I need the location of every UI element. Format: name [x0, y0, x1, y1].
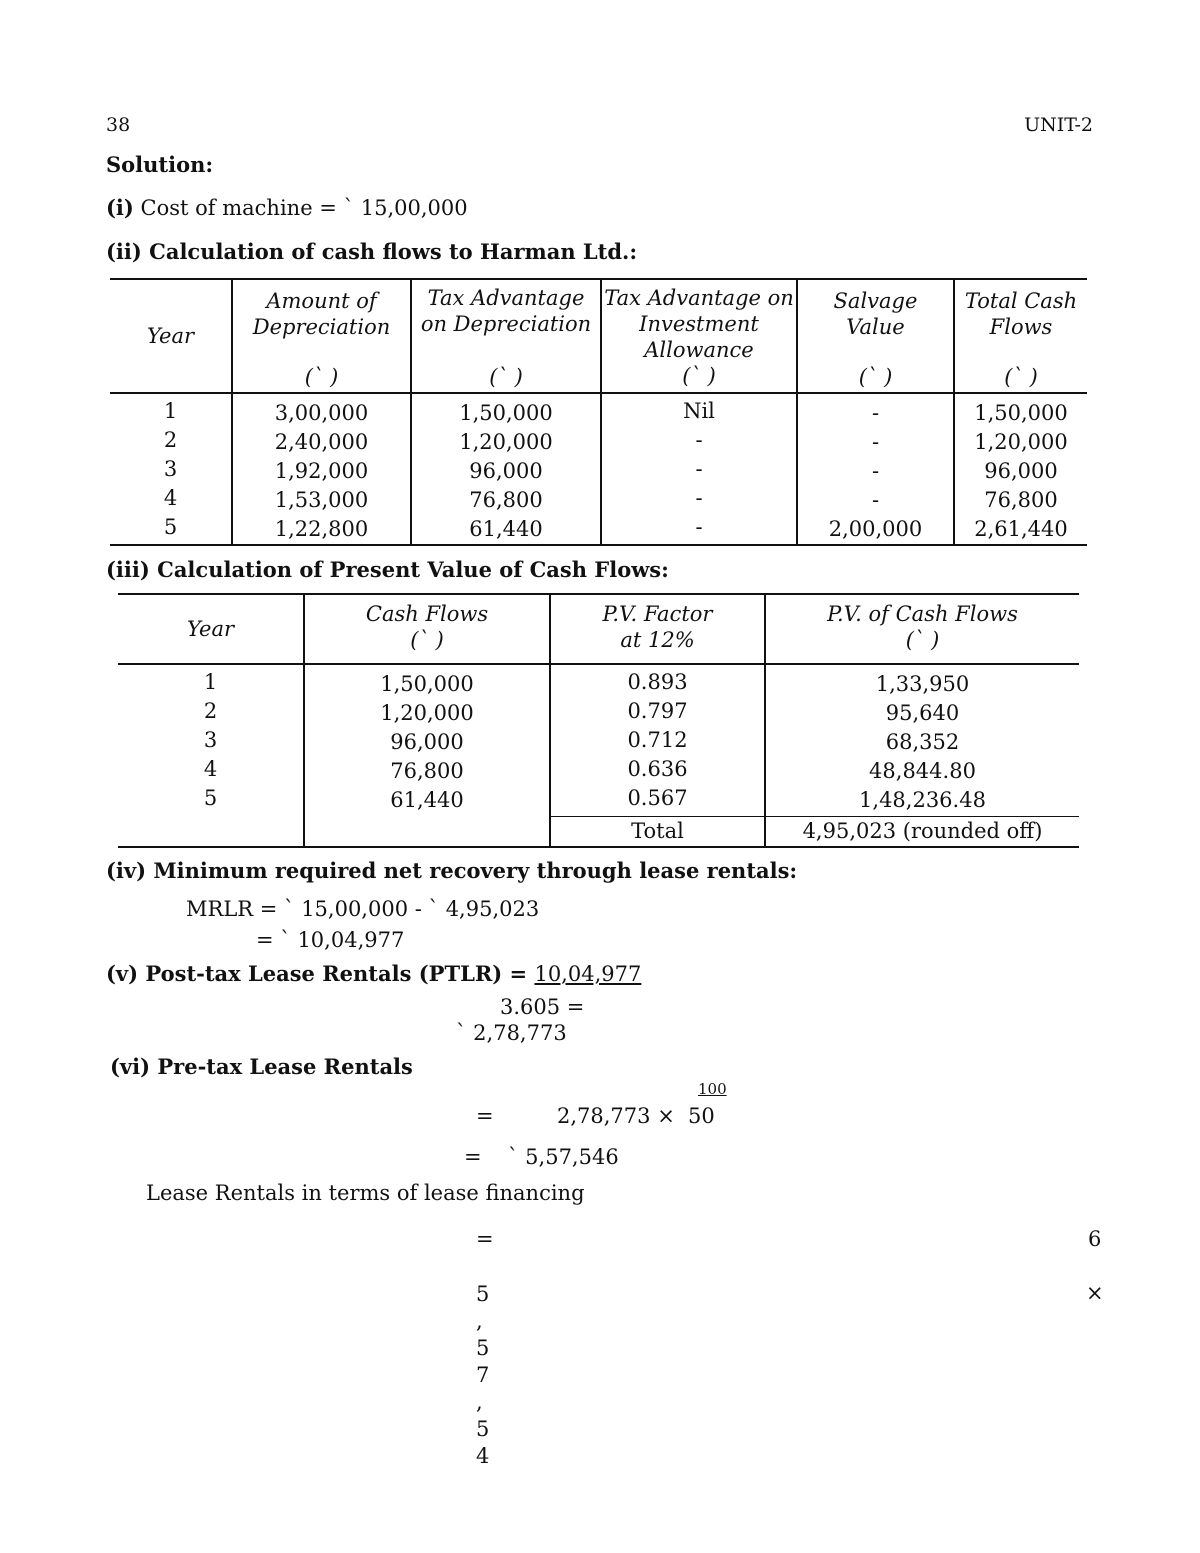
pv-col-cash-flows: Cash Flows (` ): [304, 594, 550, 664]
equals-1: =: [476, 1104, 494, 1128]
col-salvage: Salvage Value (` ): [797, 279, 954, 393]
equals-3: =: [476, 1227, 494, 1251]
ptlr-denominator: 3.605 =: [500, 995, 585, 1019]
pv-year-cells: 1 2 3 4 5: [118, 664, 304, 847]
ptlr-result: ` 2,78,773: [456, 1021, 567, 1045]
depreciation-cells: 3,00,000 2,40,000 1,92,000 1,53,000 1,22,800: [232, 393, 411, 545]
unit-label: UNIT-2: [1024, 114, 1093, 136]
col-year: Year: [110, 279, 232, 393]
times-sign: ×: [1086, 1281, 1104, 1305]
col-depreciation: Amount of Depreciation (` ): [232, 279, 411, 393]
cash-flow-table: [110, 278, 1087, 546]
pv-value-cells: 1,33,950 95,640 68,352 48,844.80 1,48,236.48: [765, 664, 1079, 817]
cash-flow-table-body: [110, 393, 1087, 545]
mrlr-line-1: MRLR = ` 15,00,000 - ` 4,95,023: [186, 897, 540, 921]
pv-factor-cells: 0.893 0.797 0.712 0.636 0.567: [550, 664, 765, 817]
vertical-number: 5 , 5 7 , 5 4: [476, 1282, 490, 1468]
pv-table-body: [118, 664, 1079, 817]
part-i-text: Cost of machine = ` 15,00,000: [140, 196, 468, 220]
part-vi-heading: (vi) Pre-tax Lease Rentals: [110, 1054, 413, 1079]
part-i: [106, 195, 468, 220]
cash-flow-table-header: [110, 279, 1087, 393]
salvage-cells: - - - - 2,00,000: [797, 393, 954, 545]
pre-tax-result: ` 5,57,546: [508, 1145, 619, 1169]
pv-col-pv: P.V. of Cash Flows (` ): [827, 602, 1018, 652]
part-v-heading: (v) Post-tax Lease Rentals (PTLR) =: [106, 961, 535, 986]
lease-financing-text: Lease Rentals in terms of lease financing: [146, 1181, 585, 1205]
page-number: 38: [106, 114, 131, 136]
mrlr-line-2: = ` 10,04,977: [256, 928, 405, 952]
present-value-table: [118, 593, 1079, 848]
total-cells: 1,50,000 1,20,000 96,000 76,800 2,61,440: [974, 401, 1068, 541]
fraction-bottom: 50: [688, 1104, 715, 1128]
part-iii-heading: (iii) Calculation of Present Value of Cash Flows:: [106, 557, 669, 582]
part-i-label: (i): [106, 195, 134, 220]
fraction-top: 100: [698, 1080, 727, 1098]
year-cells: 1 2 3 4 5: [110, 393, 232, 545]
equals-2: =: [464, 1145, 482, 1169]
pv-table-header: [118, 594, 1079, 664]
pre-tax-calc: 2,78,773 ×: [557, 1104, 675, 1128]
pv-total-value: 4,95,023 (rounded off): [802, 819, 1043, 843]
ptlr-numerator: 10,04,977: [534, 962, 642, 986]
pv-col-factor: P.V. Factor at 12%: [550, 594, 765, 664]
part-v: [106, 961, 641, 986]
col-tax-adv-ia: Tax Advantage on Investment Allowance (` ): [601, 279, 797, 393]
col-total: Total Cash Flows (` ): [964, 289, 1078, 389]
col-tax-adv-depreciation: Tax Advantage on Depreciation (` ): [411, 279, 601, 393]
pv-total-label: Total: [550, 817, 765, 847]
right-digit: 6: [1088, 1227, 1102, 1251]
part-iv-heading: (iv) Minimum required net recovery through lease rentals:: [106, 858, 798, 883]
tax-adv-ia-cells: Nil - - - -: [601, 393, 797, 545]
part-ii-heading: (ii) Calculation of cash flows to Harman Ltd.:: [106, 239, 638, 264]
pv-cash-flow-cells: 1,50,000 1,20,000 96,000 76,800 61,440: [304, 664, 550, 847]
pv-col-year: Year: [118, 594, 304, 664]
solution-heading: Solution:: [106, 152, 214, 177]
tax-adv-dep-cells: 1,50,000 1,20,000 96,000 76,800 61,440: [411, 393, 601, 545]
